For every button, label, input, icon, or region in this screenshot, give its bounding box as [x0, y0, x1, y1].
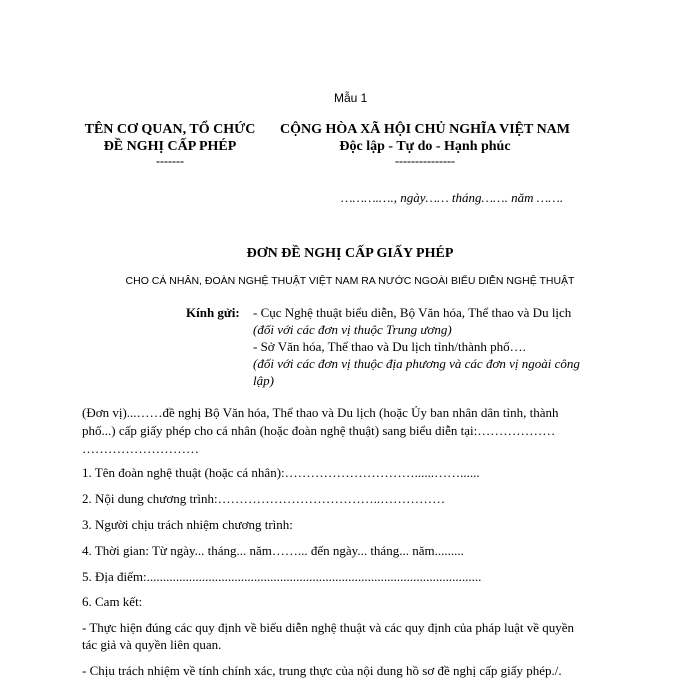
- intro-line1: (Đơn vị)...……đề nghị Bộ Văn hóa, Thể thao và Du lịch (hoặc Ủy ban nhân dân tỉnh, thành: [82, 405, 559, 420]
- document-subtitle: CHO CÁ NHÂN, ĐOÀN NGHỆ THUẬT VIỆT NAM RA NƯỚC NGOÀI BIỂU DIỄN NGHỆ THUẬT: [125, 275, 575, 287]
- item-responsible-person: 3. Người chịu trách nhiệm chương trình:: [82, 517, 293, 532]
- form-code: Mẫu 1: [334, 91, 368, 105]
- recipient-line2: - Sở Văn hóa, Thể thao và Du lịch tỉnh/thành phố….: [253, 339, 526, 354]
- recipient-line1: - Cục Nghệ thuật biểu diễn, Bộ Văn hóa, Thể thao và Du lịch: [253, 305, 572, 320]
- item-commitment: 6. Cam kết:: [82, 594, 143, 609]
- commitment-1-line2: tác giả và quyền liên quan.: [82, 637, 222, 652]
- commitment-1-line1: - Thực hiện đúng các quy định về biểu diễn nghệ thuật và các quy định của pháp luật về quyền: [82, 620, 574, 635]
- item-location: 5. Địa điểm:.......................................................................................................: [82, 569, 482, 584]
- item-troupe-name: 1. Tên đoàn nghệ thuật (hoặc cá nhân):…………………………......……......: [82, 465, 480, 480]
- recipient-note2-line2: lập): [253, 373, 274, 388]
- item-program-content: 2. Nội dung chương trình:………………………………..……………: [82, 491, 446, 506]
- agency-name-line1: TÊN CƠ QUAN, TỔ CHỨC: [84, 122, 256, 137]
- intro-line2: phố...) cấp giấy phép cho cá nhân (hoặc đoàn nghệ thuật) sang biểu diễn tại:………………: [82, 423, 556, 438]
- agency-name-line2: ĐỀ NGHỊ CẤP PHÉP: [103, 139, 237, 154]
- national-motto: Độc lập - Tự do - Hạnh phúc: [339, 139, 511, 154]
- item-time: 4. Thời gian: Từ ngày... tháng... năm……... đến ngày... tháng... năm.........: [82, 543, 464, 558]
- document-title: ĐƠN ĐỀ NGHỊ CẤP GIẤY PHÉP: [246, 246, 454, 261]
- agency-rule: -------: [156, 154, 184, 168]
- recipient-note1: (đối với các đơn vị thuộc Trung ương): [253, 322, 452, 337]
- date-line: ……….…., ngày…… tháng……. năm …….: [341, 190, 564, 205]
- recipient-note2-line1: (đối với các đơn vị thuộc địa phương và các đơn vị ngoài công: [253, 356, 580, 371]
- commitment-2: - Chịu trách nhiệm về tính chính xác, trung thực của nội dung hồ sơ đề nghị cấp giấy phép./.: [82, 663, 562, 678]
- recipient-label: Kính gửi:: [186, 305, 240, 320]
- intro-line3: ………………………: [82, 441, 199, 456]
- national-title: CỘNG HÒA XÃ HỘI CHỦ NGHĨA VIỆT NAM: [279, 122, 570, 137]
- national-rule: ---------------: [395, 154, 455, 168]
